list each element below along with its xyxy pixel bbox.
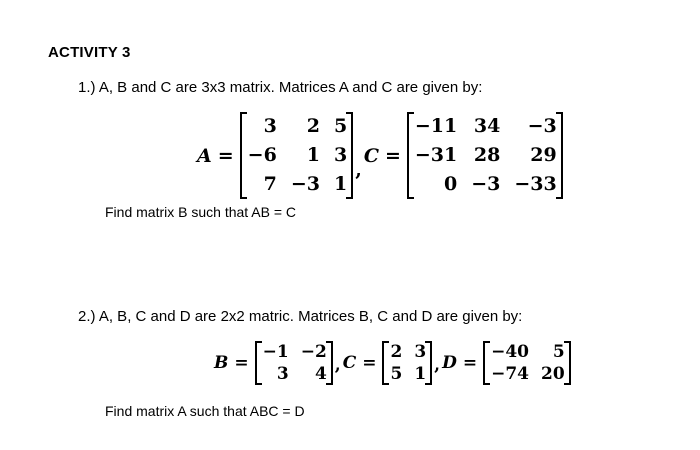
equals-sign: = [217,144,234,167]
matrix-a-cell: 5 [333,115,348,137]
matrix-a-cell: 1 [306,144,320,166]
equals-sign: = [384,144,401,167]
matrix-c-cell: −3 [471,173,501,195]
equals-sign: = [234,353,249,373]
matrix-c-cell: 1 [414,364,427,384]
problem-1-task: Find matrix B such that AB = C [105,204,297,220]
matrix-a-cell: −3 [290,173,320,195]
problem-1-equation [197,112,563,199]
matrix-d-label: D [442,353,457,373]
matrix-c-label: C [342,353,357,373]
matrix-b-cell: −1 [262,342,289,362]
matrix-c-cell: 2 [390,342,403,362]
comma-separator: , [434,355,441,375]
matrix-d-cell: −74 [491,364,529,384]
matrix-c-cell: −33 [514,173,557,195]
matrix-b-cell: 3 [276,364,289,384]
matrix-c-cell: −3 [527,115,557,137]
matrix-c-cell: 29 [530,144,557,166]
matrix-d-cell: 20 [541,364,565,384]
matrix-c-label: C [363,144,379,167]
matrix-d-cell: −40 [491,342,529,362]
matrix-d-cell: 5 [552,342,565,362]
matrix-a-cell: 3 [263,115,277,137]
equals-sign: = [362,353,377,373]
matrix-c-cell: 3 [414,342,427,362]
equals-sign: = [462,353,478,373]
problem-2-task: Find matrix A such that ABC = D [105,403,305,419]
matrix-a-cell: 2 [306,115,320,137]
matrix-b-cell: 4 [314,364,327,384]
matrix-a-cell: −6 [247,144,277,166]
matrix-a-cell: 1 [333,173,348,195]
matrix-b [255,341,333,385]
comma-separator: , [334,355,341,375]
matrix-d [483,341,571,385]
problem-2-equation [214,341,571,385]
comma-separator: , [355,159,362,181]
matrix-a [240,112,354,199]
matrix-c [407,112,563,199]
matrix-c-cell: 5 [390,364,403,384]
matrix-a-cell: 7 [263,173,277,195]
matrix-a-cell: 3 [333,144,348,166]
matrix-c [382,341,432,385]
matrix-c-cell: 34 [473,115,501,137]
matrix-c-cell: −31 [414,144,458,166]
matrix-c-cell: 0 [444,173,458,195]
problem-1-statement: 1.) A, B and C are 3x3 matrix. Matrices A and C are given by: [78,79,483,96]
matrix-b-cell: −2 [300,342,327,362]
activity-heading: ACTIVITY 3 [48,44,131,61]
matrix-a-label: A [197,144,212,167]
matrix-c-cell: 28 [473,144,501,166]
matrix-c-cell: −11 [414,115,458,137]
problem-2-statement: 2.) A, B, C and D are 2x2 matric. Matrices B, C and D are given by: [78,308,523,325]
matrix-b-label: B [214,353,229,373]
